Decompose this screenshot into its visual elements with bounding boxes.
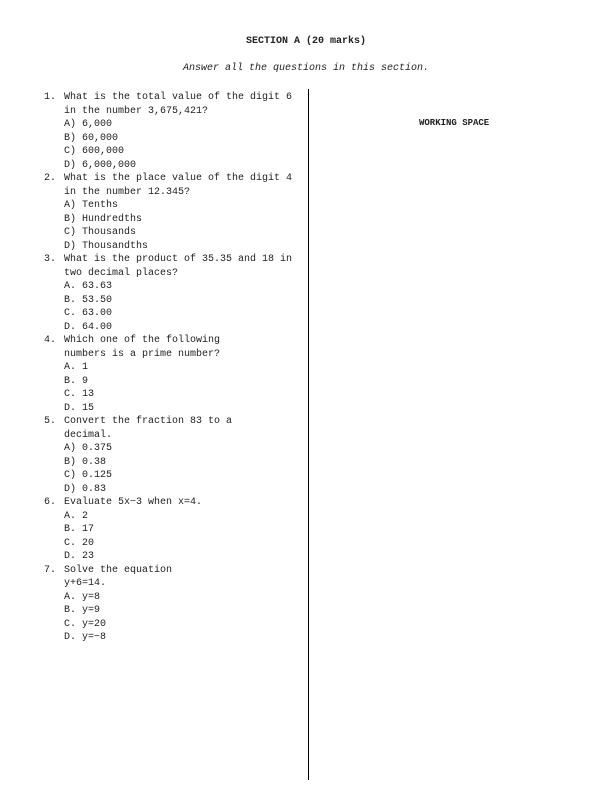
option-c: C) 600,000 [64,146,125,157]
option-d: D. y=−8 [64,632,107,643]
question-text: Evaluate 5x−3 when x=4. [64,497,203,508]
section-instructions: Answer all the questions in this section. [182,63,430,74]
question-number: 3. [44,254,57,265]
question-6 [44,496,300,564]
option-d: D) 0.83 [64,483,107,495]
question-number: 6. [44,497,57,508]
working-space-label: WORKING SPACE [419,118,490,128]
option-c: C) 0.125 [64,470,113,481]
question-2 [44,172,300,253]
option-a: A) 6,000 [64,119,113,130]
option-b: B. y=9 [64,605,101,616]
option-d: D. 15 [64,402,95,414]
option-b: B. 17 [64,524,95,535]
option-b: B. 53.50 [64,294,113,306]
option-c: C. 20 [64,537,95,549]
question-number: 4. [44,335,57,346]
option-d: D) 6,000,000 [64,159,137,171]
option-d: D. 23 [64,551,95,562]
column-divider [308,89,309,780]
question-number: 2. [44,173,57,184]
option-b: B) 0.38 [64,456,107,468]
question-number: 1. [44,92,57,103]
question-list [44,91,300,645]
option-c: C. 13 [64,389,95,400]
question-text: What is the total value of the digit 6 in the number 3,675,421? [64,92,293,117]
question-text: Convert the fraction 83 to a decimal. [64,416,233,441]
question-text: Which one of the following numbers is a prime number? [64,335,221,360]
option-a: A. 1 [64,362,89,373]
option-d: D. 64.00 [64,321,113,333]
question-1 [44,91,300,172]
option-a: A) Tenths [64,200,119,211]
question-5 [44,415,300,496]
option-a: A. 2 [64,510,89,522]
question-7 [44,564,300,645]
question-text: What is the place value of the digit 4 in the number 12.345? [64,173,293,198]
option-c: C. 63.00 [64,308,113,319]
option-b: B. 9 [64,375,89,387]
option-d: D) Thousandths [64,240,149,252]
option-b: B) 60,000 [64,132,119,144]
option-a: A) 0.375 [64,443,113,454]
option-c: C) Thousands [64,227,137,238]
question-text: What is the product of 35.35 and 18 in two decimal places? [64,254,293,279]
section-title: SECTION A (20 marks) [245,36,367,47]
question-4 [44,334,300,415]
option-a: A. y=8 [64,591,101,603]
question-3 [44,253,300,334]
option-c: C. y=20 [64,618,107,630]
question-text: Solve the equation y+6=14. [64,564,173,589]
question-number: 7. [44,564,57,576]
option-b: B) Hundredths [64,213,143,225]
option-a: A. 63.63 [64,281,113,292]
question-number: 5. [44,416,57,427]
